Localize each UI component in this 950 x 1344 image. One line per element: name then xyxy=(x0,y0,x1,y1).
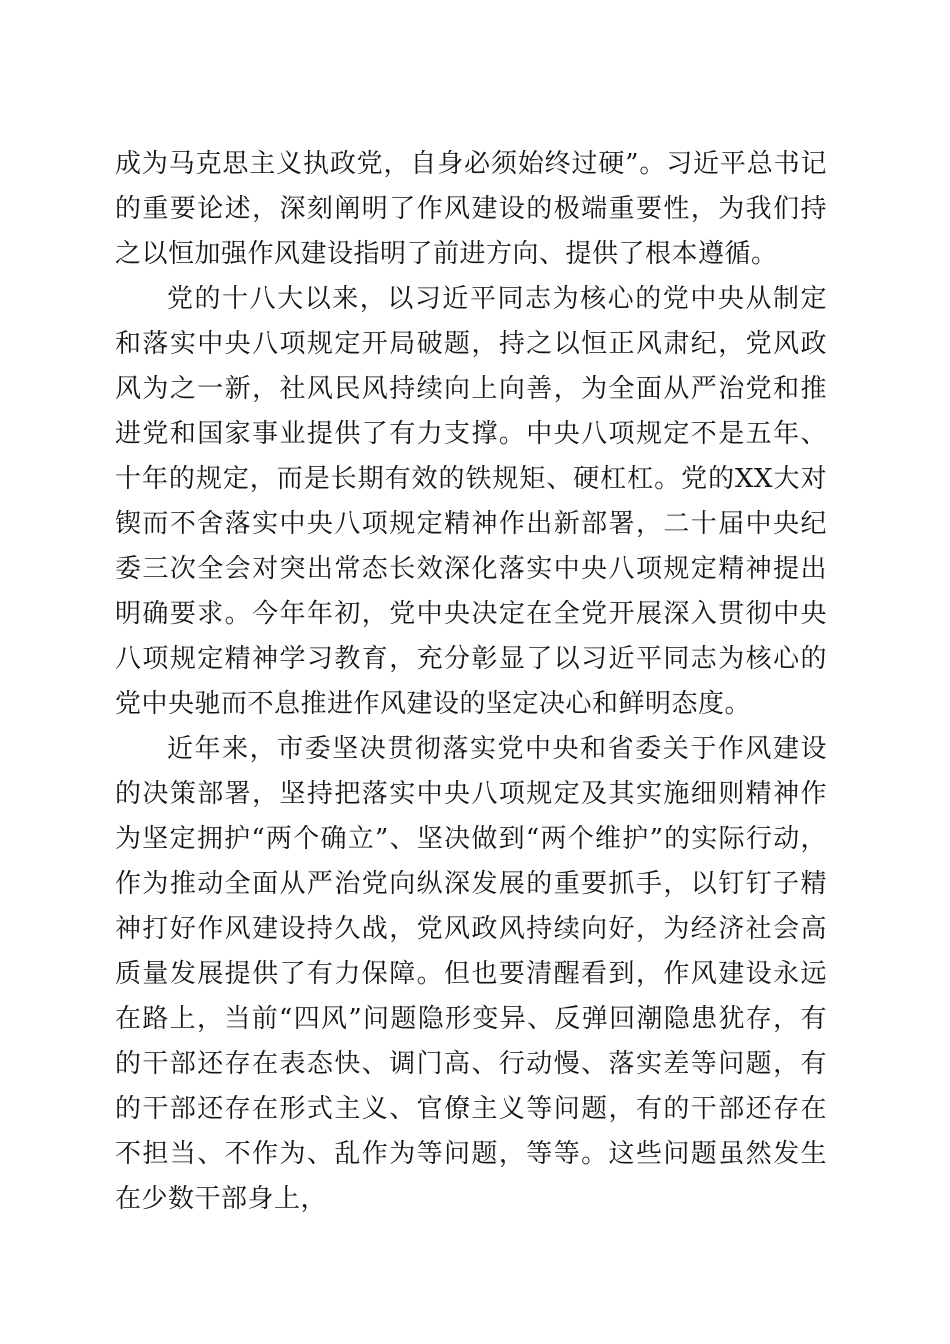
paragraph-body-1: 党的十八大以来，以习近平同志为核心的党中央从制定和落实中央八项规定开局破题，持之以恒正风肃纪，党风政风为之一新，社风民风持续向上向善，为全面从严治党和推进党和国家事业提供了有力支撑。中央八项规定不是五年、十年的规定，而是长期有效的铁规矩、硬杠杠。党的XX大对锲而不舍落实中央八项规定精神作出新部署，二十届中央纪委三次全会对突出常态长效深化落实中央八项规定精神提出明确要求。今年年初，党中央决定在全党开展深入贯彻中央八项规定精神学习教育，充分彰显了以习近平同志为核心的党中央驰而不息推进作风建设的坚定决心和鲜明态度。 xyxy=(115,284,827,719)
paragraph-continuation: 成为马克思主义执政党，自身必须始终过硬”。习近平总书记的重要论述，深刻阐明了作风建设的极端重要性，为我们持之以恒加强作风建设指明了前进方向、提供了根本遵循。 xyxy=(115,149,827,269)
paragraph-body-2: 近年来，市委坚决贯彻落实党中央和省委关于作风建设的决策部署，坚持把落实中央八项规定及其实施细则精神作为坚定拥护“两个确立”、坚决做到“两个维护”的实际行动，作为推动全面从严治党向纵深发展的重要抓手，以钉钉子精神打好作风建设持久战，党风政风持续向好，为经济社会高质量发展提供了有力保障。但也要清醒看到，作风建设永远在路上，当前“四风”问题隐形变异、反弹回潮隐患犹存，有的干部还存在表态快、调门高、行动慢、落实差等问题，有的干部还存在形式主义、官僚主义等问题，有的干部还存在不担当、不作为、乱作为等问题，等等。这些问题虽然发生在少数干部身上， xyxy=(115,734,827,1214)
document-text-block xyxy=(115,142,827,1222)
